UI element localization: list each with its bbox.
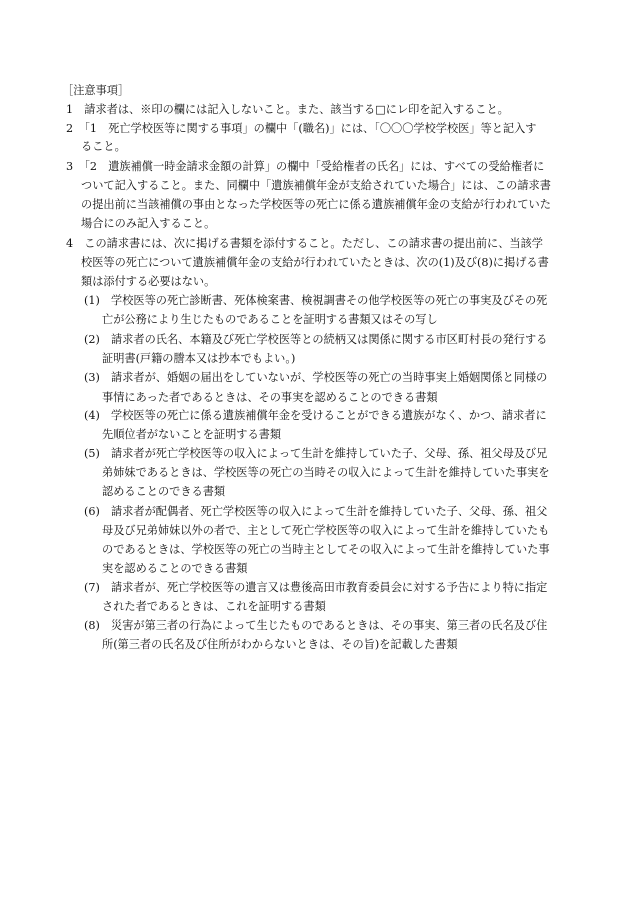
item-2-line-1: (2) 請求者の氏名、本籍及び死亡学校医等との続柄又は関係に関する市区町村長の発行する xyxy=(84,333,548,346)
item-5-line-2: 弟姉妹であるときは、学校医等の死亡の当時その収入によって生計を維持していた事実を xyxy=(102,466,550,479)
note-4-line-3: 類は添付する必要はない。 xyxy=(81,275,216,288)
note-1-line-1: 1 請求者は、※印の欄には記入しないこと。また、該当する□にレ印を記入すること。 xyxy=(66,103,509,116)
note-2-line-2: ること。 xyxy=(81,140,126,153)
item-4-line-1: (4) 学校医等の死亡に係る遺族補償年金を受けることができる遺族がなく、かつ、請求者に xyxy=(84,409,547,422)
item-4-line-2: 先順位者がないことを証明する書類 xyxy=(102,428,282,441)
item-1-line-1: (1) 学校医等の死亡診断書、死体検案書、検視調書その他学校医等の死亡の事実及びその死 xyxy=(84,294,548,307)
item-8-line-2: 所(第三者の氏名及び住所がわからないときは、その旨)を記載した書類 xyxy=(102,638,458,651)
item-6-line-1: (6) 請求者が配偶者、死亡学校医等の収入によって生計を維持していた子、父母、孫、祖父 xyxy=(84,505,548,518)
item-2-line-2: 証明書(戸籍の謄本又は抄本でもよい。) xyxy=(102,352,296,365)
item-6-line-3: のであるときは、学校医等の死亡の当時主としてその収入によって生計を維持していた事 xyxy=(102,543,550,556)
item-1-line-2: 亡が公務により生じたものであることを証明する書類又はその写し xyxy=(102,313,438,326)
item-3-line-1: (3) 請求者が、婚姻の届出をしていないが、学校医等の死亡の当時事実上婚姻関係と同様の xyxy=(84,371,548,384)
item-6-line-4: 実を認めることのできる書類 xyxy=(102,562,248,575)
note-3-line-4: 場合にのみ記入すること。 xyxy=(81,217,216,230)
item-6-line-2: 母及び兄弟姉妹以外の者で、主として死亡学校医等の収入によって生計を維持していたも xyxy=(102,524,550,537)
item-5-line-1: (5) 請求者が死亡学校医等の収入によって生計を維持していた子、父母、孫、祖父母及び兄 xyxy=(84,447,548,460)
item-7-line-1: (7) 請求者が、死亡学校医等の遺言又は豊後高田市教育委員会に対する予告により特に指定 xyxy=(84,581,548,594)
note-3-line-1: 3 「2 遺族補償一時金請求金額の計算」の欄中「受給権者の氏名」には、すべての受給権者に xyxy=(66,160,545,173)
note-4-line-1: 4 この請求書には、次に掲げる書類を添付すること。ただし、この請求書の提出前に、当該学 xyxy=(66,237,543,250)
item-3-line-2: 事情にあった者であるときは、その事実を認めることのできる書類 xyxy=(102,391,438,404)
item-5-line-3: 認めることのできる書類 xyxy=(102,485,226,498)
item-7-line-2: された者であるときは、これを証明する書類 xyxy=(102,600,326,613)
note-3-line-2: ついて記入すること。また、同欄中「遺族補償年金が支給されていた場合」には、この請求書 xyxy=(81,179,551,192)
note-2-line-1: 2 「1 死亡学校医等に関する事項」の欄中「(職名)」には、「〇〇〇学校学校医」等と記入す xyxy=(66,122,537,135)
item-8-line-1: (8) 災害が第三者の行為によって生じたものであるときは、その事実、第三者の氏名及び住 xyxy=(84,619,548,632)
note-4-line-2: 校医等の死亡について遺族補償年金の支給が行われていたときは、次の(1)及び(8)に掲げる書 xyxy=(81,256,549,269)
note-3-line-3: の提出前に当該補償の事由となった学校医等の死亡に係る遺族補償年金の支給が行われていた xyxy=(81,198,551,211)
notes-title: ［注意事項］ xyxy=(62,84,130,97)
